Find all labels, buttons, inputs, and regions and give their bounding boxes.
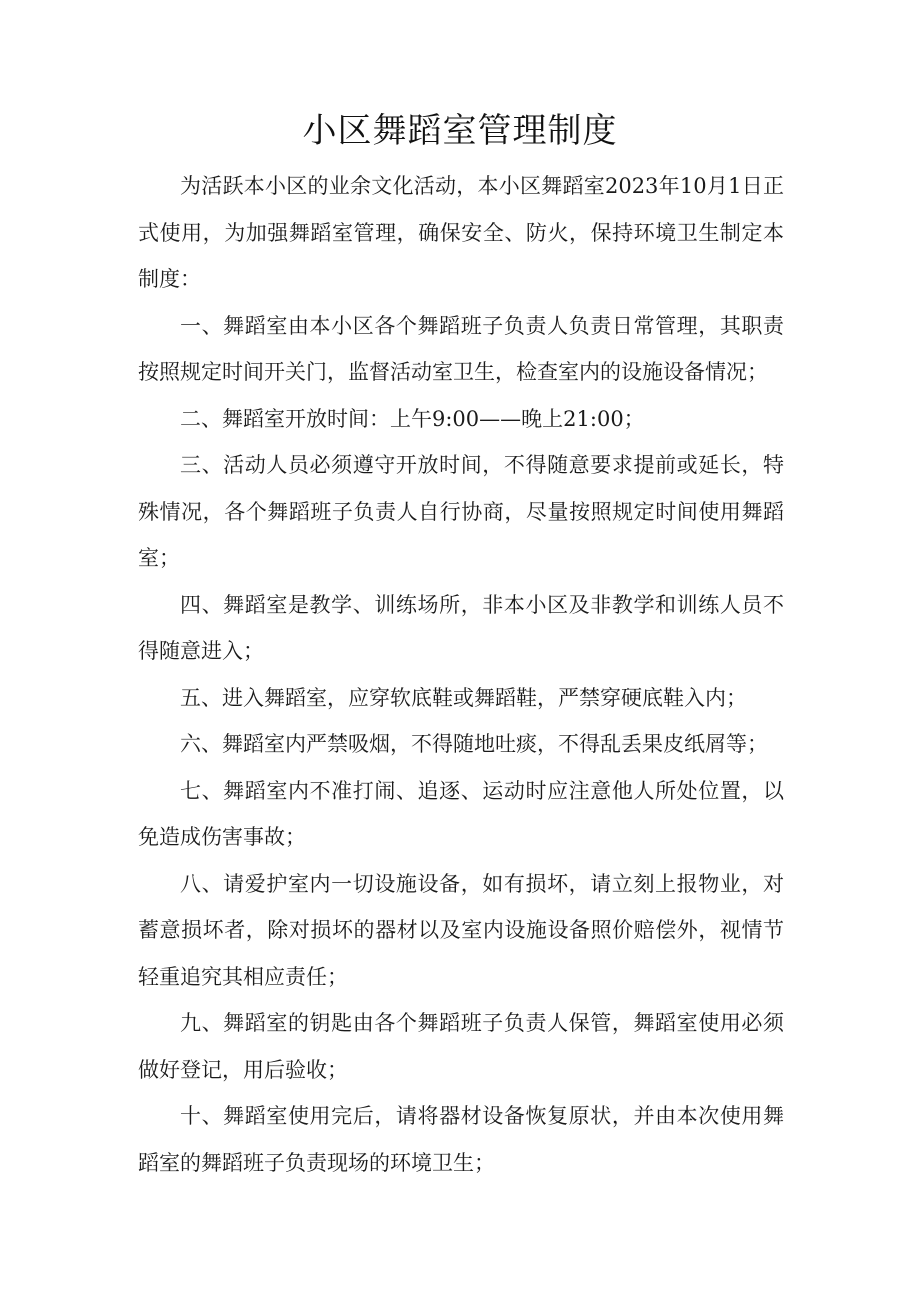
rule-6-paragraph: 六、舞蹈室内严禁吸烟，不得随地吐痰，不得乱丢果皮纸屑等； — [180, 732, 768, 756]
rule-2-paragraph: 二、舞蹈室开放时间：上午9:00——晚上21:00； — [180, 406, 645, 431]
rule-7-paragraph: 七、舞蹈室内不准打闹、追逐、运动时应注意他人所处位置，以免造成伤害事故； — [138, 778, 784, 849]
document-title: 小区舞蹈室管理制度 — [302, 111, 618, 151]
rule-1-paragraph: 一、舞蹈室由本小区各个舞蹈班子负责人负责日常管理，其职责按照规定时间开关门，监督活动室卫生，检查室内的设施设备情况； — [138, 313, 784, 384]
rule-3-paragraph: 三、活动人员必须遵守开放时间，不得随意要求提前或延长，特殊情况，各个舞蹈班子负责人自行协商，尽量按照规定时间使用舞蹈室； — [138, 453, 784, 570]
document-body — [138, 163, 784, 1186]
intro-paragraph: 为活跃本小区的业余文化活动，本小区舞蹈室2023年10月1日正式使用，为加强舞蹈室管理，确保安全、防火，保持环境卫生制定本制度： — [138, 174, 784, 291]
rule-8-paragraph: 八、请爱护室内一切设施设备，如有损坏，请立刻上报物业，对蓄意损坏者，除对损坏的器材以及室内设施设备照价赔偿外，视情节轻重追究其相应责任； — [138, 871, 784, 989]
rule-10-paragraph: 十、舞蹈室使用完后，请将器材设备恢复原状，并由本次使用舞蹈室的舞蹈班子负责现场的环境卫生； — [138, 1104, 784, 1175]
rule-4-paragraph: 四、舞蹈室是教学、训练场所，非本小区及非教学和训练人员不得随意进入； — [138, 592, 784, 663]
rule-9-paragraph: 九、舞蹈室的钥匙由各个舞蹈班子负责人保管，舞蹈室使用必须做好登记，用后验收； — [138, 1011, 784, 1082]
rule-5-paragraph: 五、进入舞蹈室，应穿软底鞋或舞蹈鞋，严禁穿硬底鞋入内； — [180, 685, 747, 710]
